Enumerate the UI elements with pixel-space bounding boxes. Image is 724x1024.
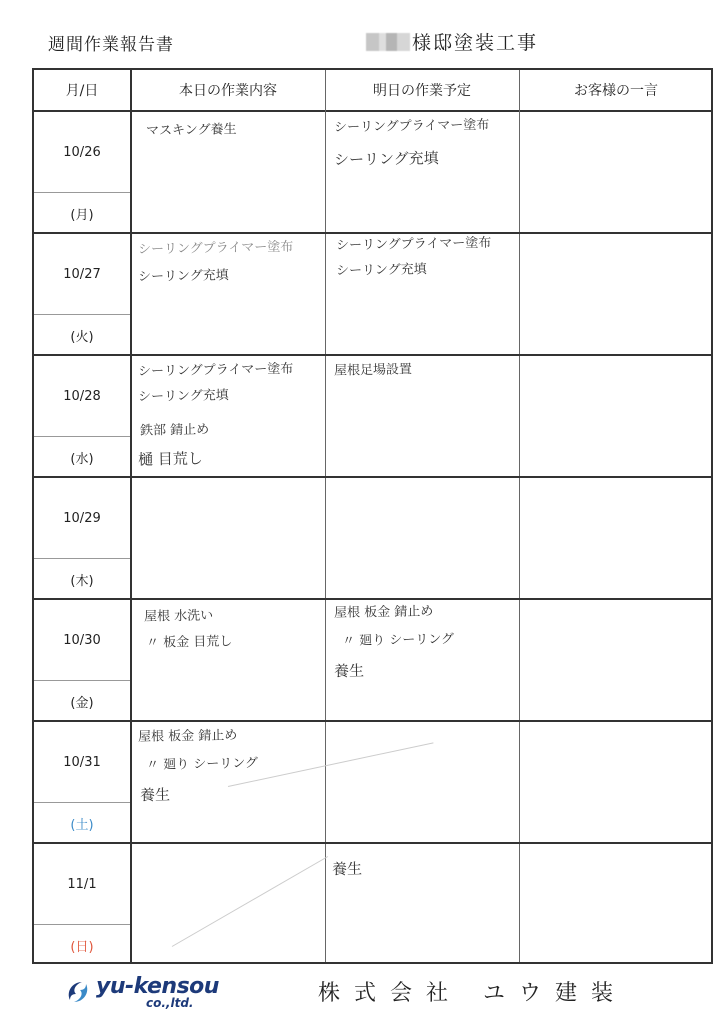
redacted-customer-name (366, 33, 410, 51)
header-customer: お客様の一言 (574, 83, 658, 99)
date-cell (34, 844, 130, 966)
swirl-logo-icon (64, 978, 92, 1006)
date-number: 11/1 (34, 844, 130, 925)
table-row (34, 356, 711, 478)
logo-subtext: co.,ltd. (146, 996, 194, 1010)
day-of-week: (月) (70, 207, 94, 223)
date-cell (34, 112, 130, 232)
company-name: 株式会社 ユウ建装 (318, 981, 627, 1006)
tomorrow-entry: 〃 廻り シーリング (341, 632, 455, 649)
tomorrow-entry: 養生 (331, 859, 363, 879)
tomorrow-entry: シーリングプライマー塗布 (335, 235, 492, 254)
report-table (32, 68, 713, 964)
tomorrow-entry: シーリング充填 (333, 149, 439, 169)
company-logo (64, 976, 219, 1006)
tomorrow-entry: 屋根足場設置 (333, 362, 413, 379)
table-row (34, 844, 711, 966)
date-number: 10/29 (34, 478, 130, 559)
today-entry: 〃 板金 目荒し (145, 634, 233, 651)
table-row (34, 600, 711, 722)
logo-text: yu-kensou (96, 974, 219, 999)
date-number: 10/27 (34, 234, 130, 315)
today-entry: 屋根 水洗い (143, 608, 214, 625)
today-entry: シーリング充填 (137, 388, 229, 405)
date-cell (34, 722, 130, 842)
tomorrow-entry: 養生 (333, 661, 365, 681)
day-of-week: (日) (70, 939, 94, 955)
today-entry: シーリングプライマー塗布 (137, 361, 294, 380)
today-entry: 屋根 板金 錆止め (137, 728, 238, 745)
date-number: 10/31 (34, 722, 130, 803)
tomorrow-entry: 屋根 板金 錆止め (333, 604, 434, 621)
day-of-week: (木) (70, 573, 94, 589)
customer-title-suffix: 様邸塗装工事 (412, 32, 539, 54)
tomorrow-entry: シーリングプライマー塗布 (333, 117, 490, 136)
pencil-stroke (172, 856, 328, 947)
pencil-stroke (228, 742, 434, 787)
today-entry: マスキング養生 (145, 122, 237, 139)
today-entry: シーリングプライマー塗布 (137, 239, 294, 258)
table-row (34, 234, 711, 356)
date-number: 10/26 (34, 112, 130, 193)
table-row (34, 478, 711, 600)
today-entry: 〃 廻り シーリング (145, 756, 259, 773)
today-entry: シーリング充填 (137, 268, 229, 285)
date-cell (34, 600, 130, 720)
day-of-week: (金) (70, 695, 94, 711)
today-entry: 鉄部 錆止め (139, 422, 210, 439)
date-number: 10/28 (34, 356, 130, 437)
header-today: 本日の作業内容 (179, 83, 277, 99)
customer-title (366, 28, 538, 55)
report-title: 週間作業報告書 (48, 35, 174, 55)
today-entry: 養生 (139, 785, 171, 805)
date-cell (34, 478, 130, 598)
today-entry: 樋 目荒し (137, 449, 203, 469)
date-cell (34, 356, 130, 476)
date-number: 10/30 (34, 600, 130, 681)
tomorrow-entry: シーリング充填 (335, 262, 427, 279)
table-header-row (34, 70, 711, 112)
day-of-week: (土) (70, 817, 94, 833)
day-of-week: (火) (70, 329, 94, 345)
header-tomorrow: 明日の作業予定 (373, 83, 471, 99)
date-cell (34, 234, 130, 354)
header-date: 月/日 (65, 83, 99, 99)
table-row (34, 722, 711, 844)
day-of-week: (水) (70, 451, 94, 467)
table-row (34, 112, 711, 234)
